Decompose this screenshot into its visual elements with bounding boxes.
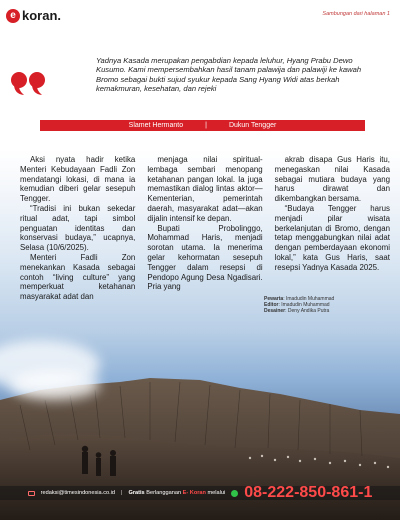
article-column	[275, 155, 390, 302]
paragraph: “Tradisi ini bukan sekedar ritual adat, tapi simbol penguatan identitas dan konservasi budaya,” ucapnya, Selasa (10/6/2025).	[20, 203, 136, 253]
quote-attribution-bar	[40, 120, 365, 131]
mail-icon	[28, 491, 35, 496]
quote-icon	[10, 70, 46, 96]
page-footer	[0, 486, 400, 500]
attribution-separator: |	[205, 122, 207, 129]
credit-label: Pewarta	[264, 296, 284, 302]
speaker-name: Slamet Hermanto	[128, 122, 184, 129]
article-credits	[264, 296, 334, 315]
paragraph: menjaga nilai spiritual-lembaga sembari menopang ketahanan pangan lokal. Ia juga memastikan dialog lintas aktor—Kementerian, pemerintah daerah, masyarakat adat—akan dijalin intensif ke depan.	[147, 155, 263, 223]
paragraph: akrab disapa Gus Haris itu, menegaskan nilai Kasada sebagai mutiara budaya yang harus dirawat dan dikembangkan bersama.	[274, 155, 390, 204]
footer-promo	[129, 490, 226, 496]
smoke-cloud	[10, 370, 100, 400]
credit-line: Desainer: Deny Andika Putra	[264, 308, 330, 315]
credit-line: Editor: Imadudin Muhammad	[264, 302, 330, 309]
footer-phone-link[interactable]: 08-222-850-861-1	[244, 484, 373, 501]
page-header	[0, 0, 400, 36]
paragraph: Menteri Fadli Zon menekankan Kasada sebagai contoh “living culture” yang memperkuat ketahanan masyarakat adat dan	[20, 252, 136, 302]
credit-value: Deny Andika Putra	[287, 308, 330, 315]
article-column	[20, 155, 135, 302]
article-column	[147, 155, 262, 302]
credit-line: Pewarta: Imadudin Muhammad	[264, 296, 335, 302]
pull-quote: Yadnya Kasada merupakan pengabdian kepada leluhur, Hyang Prabu Dewo Kusumo. Kami mempersembahkan hasil tanam palawija dan palawiji ke kawah Bromo sebagai bukti sujud syukur kepada Sang Hyang Widi atas berkah kemakmuran, kesehatan, dan rejeki	[96, 56, 362, 93]
paragraph: “Budaya Tengger harus menjadi pilar wisata berkelanjutan di Bromo, dengan tetap menggabungkan nilai adat dengan pemberdayaan ekonomi lokal,” kata Gus Haris, saat resepsi Yadnya Kasada 2025.	[274, 203, 390, 272]
whatsapp-icon	[231, 490, 238, 497]
article-body	[20, 155, 390, 302]
paragraph: Aksi nyata hadir ketika Menteri Kebudayaan Fadli Zon mendatangi lokasi, di mana ia kemudian diberi gelar sesepuh Tengger.	[20, 155, 136, 204]
credit-value: Imadudin Muhammad	[281, 302, 330, 309]
promo-text: Berlangganan	[146, 490, 182, 496]
promo-brand: E- Koran	[182, 490, 206, 496]
logo-badge: e	[6, 9, 20, 23]
paragraph: Bupati Probolinggo, Mohammad Haris, menjadi sorotan utama. Ia menerima gelar kehormatan sesepuh Tengger dalam resepsi di Pendopo Agung Desa Ngadisari. Pria yang	[147, 223, 263, 292]
speaker-role: Dukun Tengger	[228, 122, 277, 129]
promo-via: melalui	[207, 490, 226, 496]
promo-bold: Gratis	[128, 490, 145, 496]
footer-email-link[interactable]: redaksi@timesindonesia.co.id	[40, 490, 116, 496]
credit-label: Editor	[264, 302, 279, 309]
credit-value: Imadudin Muhammad	[285, 296, 335, 302]
credit-label: Desainer	[264, 308, 286, 315]
footer-separator: |	[121, 490, 123, 496]
continuation-label: Sambungan dari halaman 1	[322, 11, 390, 17]
ekoran-logo	[6, 8, 61, 23]
logo-wordmark: koran.	[22, 8, 62, 23]
